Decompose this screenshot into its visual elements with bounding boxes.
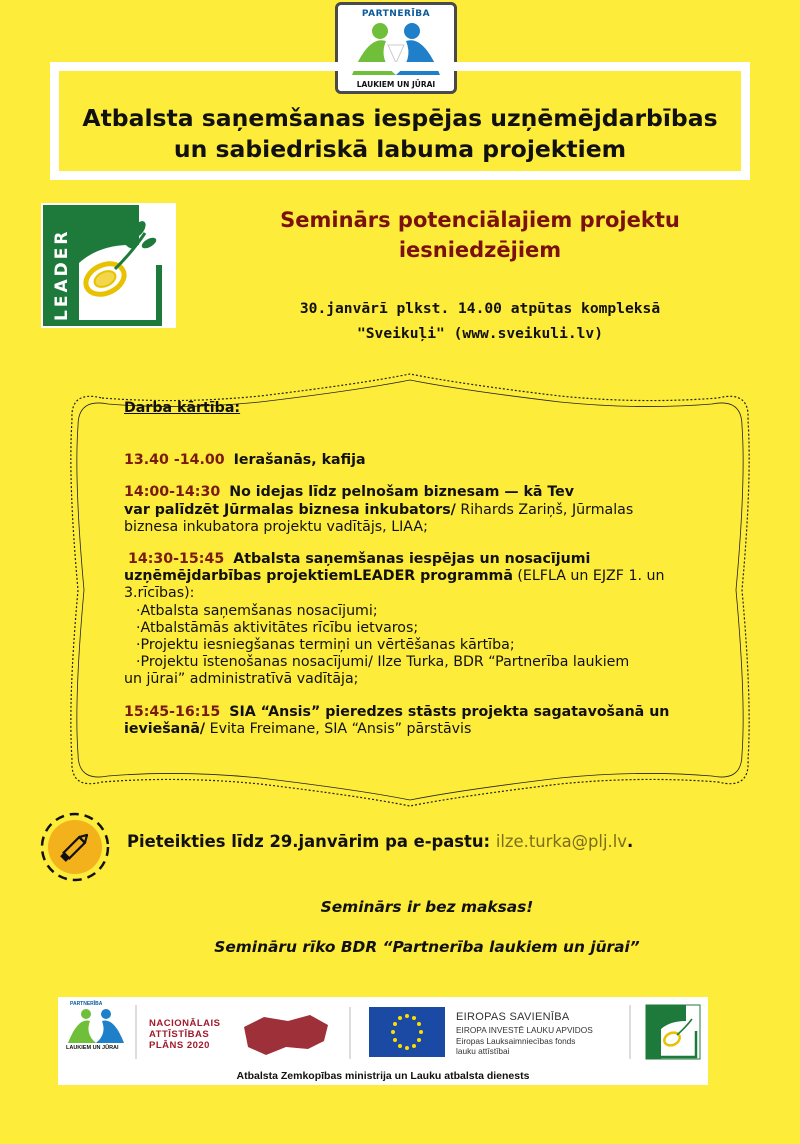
free-note: Seminārs ir bez maksas! — [320, 898, 534, 916]
agenda-title: var palīdzēt Jūrmalas biznesa inkubators/ — [124, 501, 456, 518]
leader-logo — [41, 203, 176, 328]
leader-logo-text: LEADER — [52, 228, 72, 321]
footer-eu-title: EIROPAS SAVIENĪBA — [456, 1011, 570, 1023]
eu-line-2: Eiropas Lauksaimniecības fonds — [456, 1035, 576, 1046]
agenda-bullet: ·Atbalsta saņemšanas nosacījumi; — [136, 602, 378, 619]
nap-line-3: PLĀNS 2020 — [149, 1040, 210, 1051]
latvia-map-icon — [244, 1015, 328, 1055]
agenda-title: No idejas līdz pelnošam biznesam — kā Tev — [229, 484, 575, 501]
agenda-title: Atbalsta saņemšanas iespējas un nosacījumi — [233, 551, 591, 568]
organizer-note: Semināru rīko BDR “Partnerība laukiem un jūrai” — [214, 938, 640, 956]
signup-text: Pieteikties līdz 29.janvārim pa e-pastu: — [127, 832, 496, 851]
footer-partnership-logo-icon — [68, 1009, 124, 1043]
signup-email-link[interactable]: ilze.turka@plj.lv — [495, 832, 628, 851]
agenda-title: Ierašanās, kafija — [233, 452, 366, 469]
footer-eu-text — [456, 1025, 593, 1057]
pencil-icon — [40, 812, 110, 882]
agenda-bullet: ·Projektu iesniegšanas termiņi un vērtēšanas kārtība; — [136, 637, 515, 654]
agenda-title: uzņēmējdarbības projektiemLEADER programmā — [124, 568, 513, 585]
footer-leader-logo-icon — [646, 1005, 700, 1059]
logo-top-text: PARTNERĪBA — [361, 9, 431, 19]
title-line-2: un sabiedriskā labuma projektiem — [173, 135, 627, 163]
nap-line-1: NACIONĀLAIS — [149, 1018, 221, 1029]
signup-end: . — [627, 832, 634, 851]
agenda-time: 15:45-16:15 — [124, 703, 221, 720]
eu-line-3: lauku attīstībai — [456, 1046, 510, 1056]
date-line-1: 30.janvārī plkst. 14.00 atpūtas kompleksā — [299, 300, 661, 317]
page-title — [30, 103, 770, 165]
eu-line-1: EIROPA INVESTĒ LAUKU APVIDOS — [456, 1025, 593, 1035]
date-line-2: "Sveikuļi" (www.sveikuli.lv) — [356, 325, 603, 342]
agenda-item — [124, 452, 736, 469]
agenda — [124, 400, 736, 753]
agenda-bullet: ·Atbalstāmās aktivitātes rīcību ietvaros; — [136, 619, 419, 636]
seminar-title-line-2: iesniedzējiem — [398, 238, 562, 262]
signup-line — [127, 832, 633, 851]
agenda-heading: Darba kārtība: — [124, 400, 241, 416]
logo-bottom-text: LAUKIEM UN JŪRAI — [356, 80, 436, 89]
eu-flag-icon — [369, 1007, 445, 1057]
seminar-title — [225, 205, 735, 265]
agenda-detail: (ELFLA un EJZF 1. un — [512, 568, 665, 585]
agenda-item — [124, 704, 736, 738]
footer-nap-text — [149, 1018, 220, 1051]
agenda-time: 14:00-14:30 — [124, 484, 221, 501]
agenda-speaker: Evita Freimane, SIA “Ansis” pārstāvis — [205, 720, 472, 737]
agenda-speaker: Rihards Zariņš, Jūrmalas — [455, 501, 634, 518]
nap-line-2: ATTĪSTĪBAS — [149, 1029, 210, 1040]
agenda-time: 13.40 -14.00 — [124, 452, 225, 469]
footer-partnership-bottom-text: LAUKIEM UN JŪRAI — [66, 1045, 119, 1051]
seminar-date-location — [225, 296, 735, 346]
agenda-item — [124, 551, 736, 689]
agenda-speaker: biznesa inkubatora projektu vadītājs, LIAA; — [124, 518, 428, 535]
leader-logo-icon — [41, 203, 176, 328]
title-line-1: Atbalsta saņemšanas iespējas uzņēmējdarbības — [82, 104, 718, 132]
agenda-time: 14:30-15:45 — [128, 551, 225, 568]
agenda-bullet: un jūrai” administratīvā vadītāja; — [124, 671, 359, 688]
sponsor-footer — [58, 997, 708, 1085]
seminar-title-line-1: Seminārs potenciālajiem projektu — [280, 208, 680, 232]
agenda-detail: 3.rīcības): — [124, 585, 195, 602]
agenda-bullet: ·Projektu īstenošanas nosacījumi/ Ilze Turka, BDR “Partnerība laukiem — [136, 654, 630, 671]
agenda-title: ieviešanā/ — [124, 720, 206, 737]
footer-support-text: Atbalsta Zemkopības ministrija un Lauku atbalsta dienests — [236, 1070, 530, 1082]
agenda-title: SIA “Ansis” pieredzes stāsts projekta sagatavošanā un — [229, 703, 670, 720]
agenda-item — [124, 484, 736, 536]
footer-partnership-top-text: PARTNERĪBA — [70, 1001, 103, 1007]
